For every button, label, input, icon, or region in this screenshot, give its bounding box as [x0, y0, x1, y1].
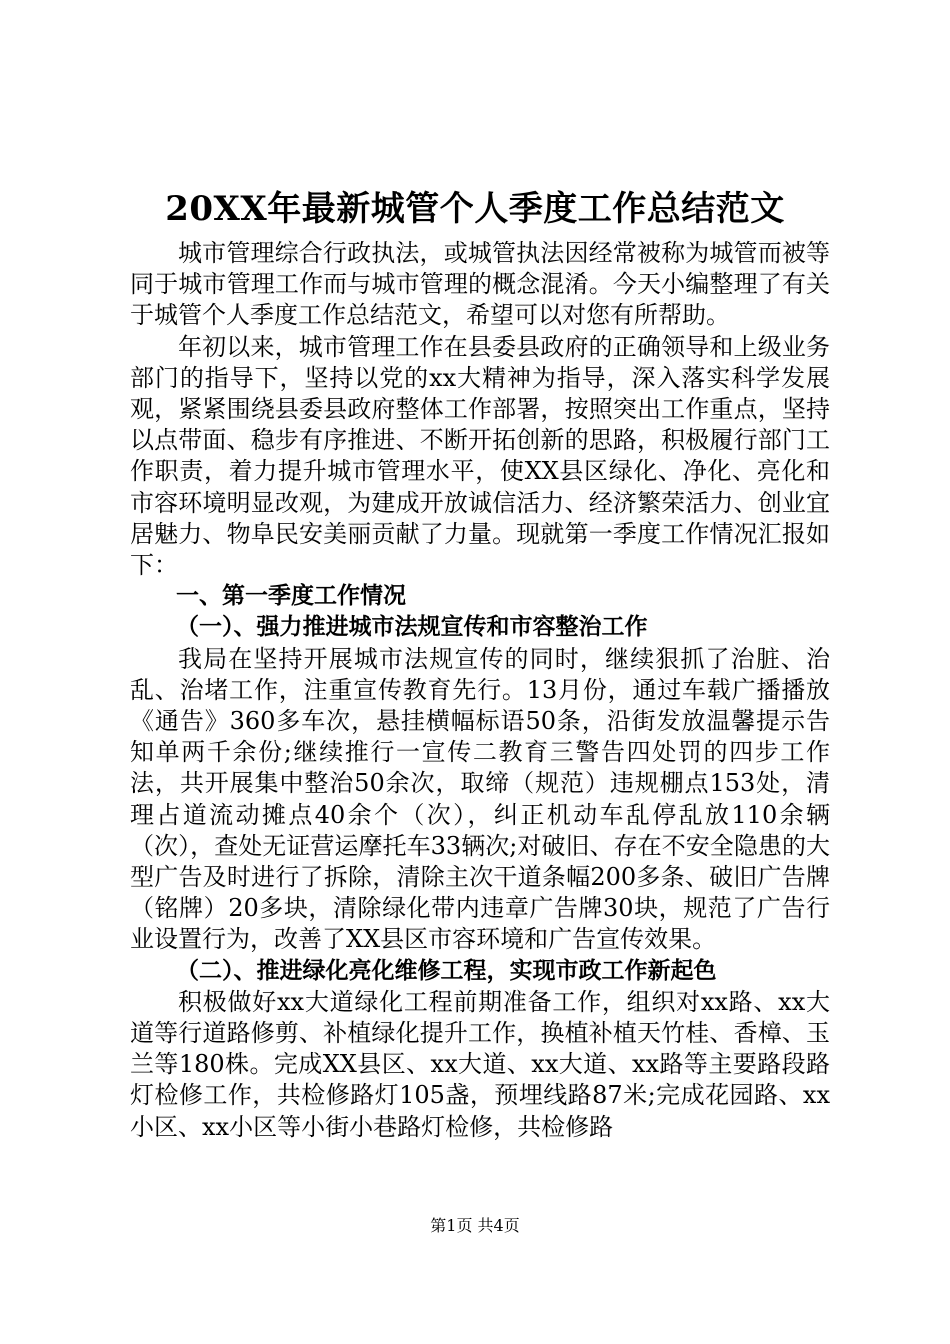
document-title: 20XX年最新城管个人季度工作总结范文 — [165, 189, 785, 229]
subsection-heading-1: （一）、强力推进城市法规宣传和市容整治工作 — [176, 614, 648, 641]
intro-paragraph: 城市管理综合行政执法，或城管执法因经常被称为城管而被等同于城市管理工作而与城市管理的概念混淆。今天小编整理了有关于城管个人季度工作总结范文，希望可以对您有所帮助。 — [130, 239, 830, 330]
overview-paragraph: 年初以来，城市管理工作在县委县政府的正确领导和上级业务部门的指导下，坚持以党的xx大精神为指导，深入落实科学发展观，紧紧围绕县委县政府整体工作部署，按照突出工作重点，坚持以点带面、稳步有序推进、不断开拓创新的思路，积极履行部门工作职责，着力提升城市管理水平，使XX县区绿化、净化、亮化和市容环境明显改观，为建成开放诚信活力、经济繁荣活力、创业宜居魅力、物阜民安美丽贡献了力量。现就第一季度工作情况汇报如下： — [130, 332, 830, 580]
subsection-body-2: 积极做好xx大道绿化工程前期准备工作，组织对xx路、xx大道等行道路修剪、补植绿化提升工作，换植补植天竹桂、香樟、玉兰等180株。完成XX县区、xx大道、xx大道、xx路等主要路段路灯检修工作，共检修路灯105盏，预埋线路87米;完成花园路、xx小区、xx小区等小街小巷路灯检修，共检修路 — [130, 987, 830, 1141]
document-body — [130, 238, 830, 1143]
page-footer: 第1页 共4页 — [430, 1216, 520, 1235]
section-heading: 一、第一季度工作情况 — [176, 583, 406, 610]
subsection-body-1: 我局在坚持开展城市法规宣传的同时，继续狠抓了治脏、治乱、治堵工作，注重宣传教育先行。13月份，通过车载广播播放《通告》360多车次，悬挂横幅标语50条，沿街发放温馨提示告知单两千余份;继续推行一宣传二教育三警告四处罚的四步工作法，共开展集中整治50余次，取缔（规范）违规棚点153处，清理占道流动摊点40余个（次），纠正机动车乱停乱放110余辆（次），查处无证营运摩托车33辆次;对破旧、存在不安全隐患的大型广告及时进行了拆除，清除主次干道条幅200多条、破旧广告牌（铭牌）20多块，清除绿化带内违章广告牌30块，规范了广告行业设置行为，改善了XX县区市容环境和广告宣传效果。 — [130, 644, 830, 954]
subsection-heading-2: （二）、推进绿化亮化维修工程，实现市政工作新起色 — [176, 957, 717, 984]
